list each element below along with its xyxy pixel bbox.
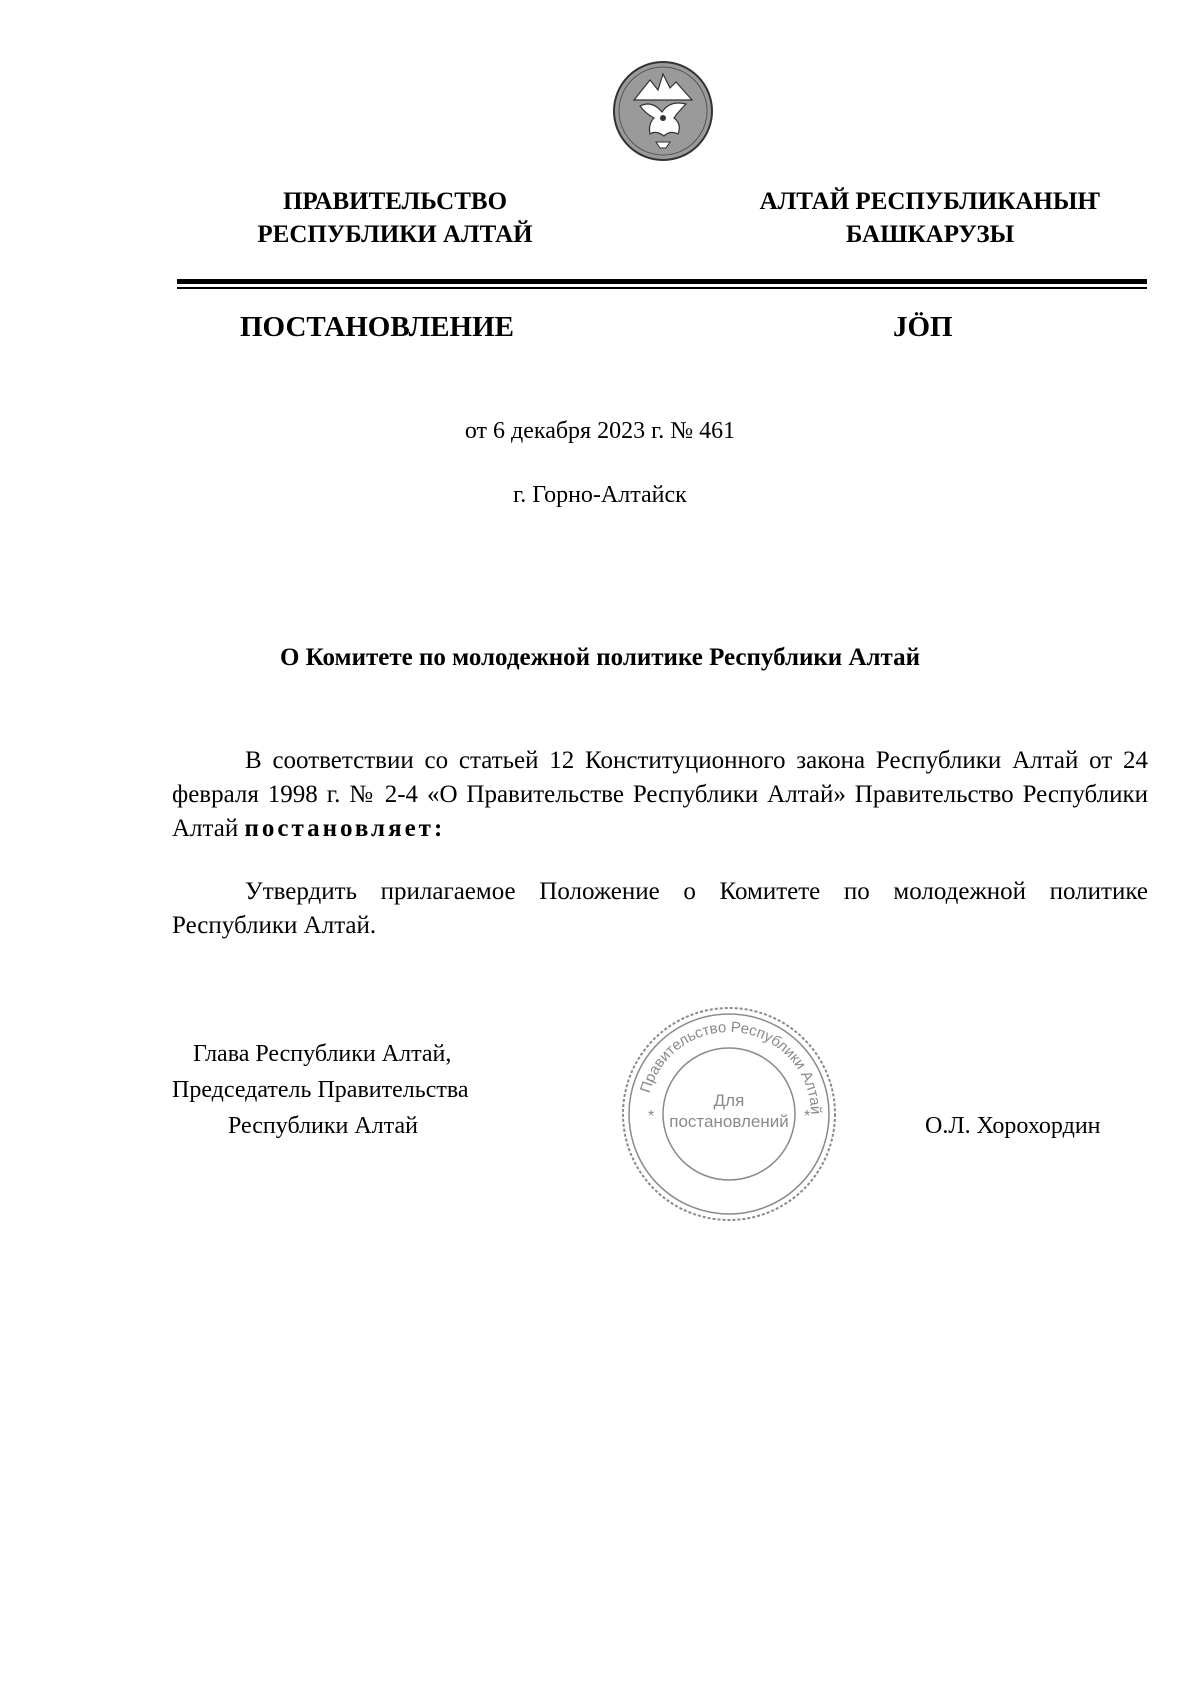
document-date-number: от 6 декабря 2023 г. № 461 — [464, 418, 736, 444]
org-alt-line-2: БАШКАРУЗЫ — [845, 221, 1015, 248]
para-1-resolves: постановляет: — [244, 815, 446, 842]
stamp-ring-text: Правительство Республики Алтай — [637, 1018, 825, 1115]
org-ru-line-1: ПРАВИТЕЛЬСТВО — [282, 188, 508, 215]
stamp-inner-line-1: Для — [713, 1091, 745, 1110]
signer-position-line-2: Председатель Правительства — [172, 1077, 469, 1103]
document-title: О Комитете по молодежной политике Республики Алтай — [279, 644, 921, 671]
document-city: г. Горно-Алтайск — [513, 482, 687, 508]
svg-text:*: * — [804, 1108, 811, 1125]
org-alt-line-1: АЛТАЙ РЕСПУБЛИКАНЫҤ — [759, 188, 1101, 215]
body-paragraph-1 — [172, 744, 1148, 846]
doctype-ru: ПОСТАНОВЛЕНИЕ — [240, 311, 515, 343]
coat-of-arms-emblem-icon — [612, 60, 714, 162]
header-divider-thick — [177, 279, 1147, 284]
signer-position-line-3: Республики Алтай — [228, 1113, 418, 1139]
organization-name-ru — [215, 185, 575, 251]
svg-text:*: * — [648, 1108, 655, 1125]
doctype-altai: JÖП — [893, 311, 953, 343]
seal-stamp-icon — [618, 1003, 840, 1225]
para-1-text: В соответствии со статьей 12 Конституционного закона Республики Алтай от 24 февраля 1998 г. № 2-4 «О Правительстве Республики Алтай» Правительство Республики Алтай — [172, 747, 1148, 842]
org-ru-line-2: РЕСПУБЛИКИ АЛТАЙ — [257, 221, 533, 248]
stamp-inner-line-2: постановлений — [669, 1112, 789, 1131]
signer-name: О.Л. Хорохордин — [925, 1113, 1101, 1139]
header-divider-thin — [177, 287, 1147, 289]
organization-name-altai — [730, 185, 1130, 251]
body-paragraph-2: Утвердить прилагаемое Положение о Комитете по молодежной политике Республики Алтай. — [172, 878, 1148, 939]
signer-position-line-1: Глава Республики Алтай, — [193, 1041, 452, 1067]
